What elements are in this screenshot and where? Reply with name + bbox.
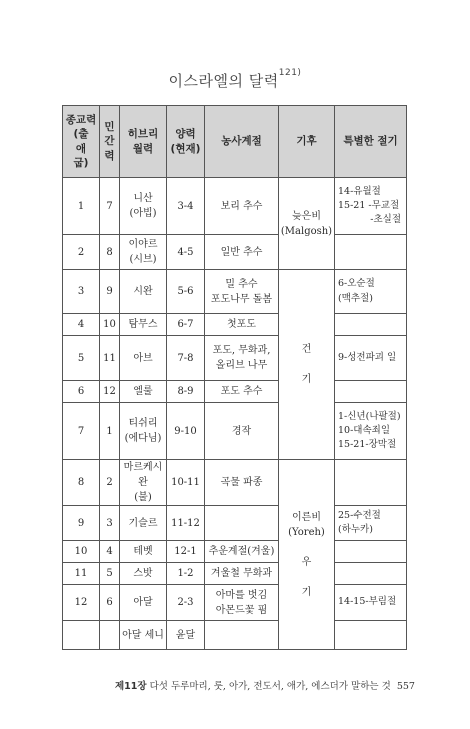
- header-hebrew: 히브리 월력: [120, 106, 167, 178]
- festival-cell: [335, 314, 407, 336]
- agri-season-cell: [205, 621, 279, 650]
- religious-month-cell: 5: [63, 336, 100, 381]
- table-row: [63, 270, 407, 314]
- solar-month-cell: 4-5: [167, 235, 205, 270]
- climate-dry-season: 건 기: [279, 270, 335, 460]
- agri-season-cell: 밀 추수 포도나무 돌봄: [205, 270, 279, 314]
- footnote-mark: 121): [278, 68, 302, 78]
- hebrew-month-cell: 아브: [120, 336, 167, 381]
- agri-season-cell: 곡물 파종: [205, 460, 279, 506]
- hebrew-month-cell: 기슬르: [120, 506, 167, 541]
- religious-month-cell: 6: [63, 381, 100, 403]
- civil-month-cell: 11: [100, 336, 120, 381]
- agri-season-cell: 첫포도: [205, 314, 279, 336]
- agri-season-cell: 경작: [205, 403, 279, 460]
- civil-month-cell: 6: [100, 585, 120, 621]
- solar-month-cell: 9-10: [167, 403, 205, 460]
- festival-line: 6-오순절: [338, 278, 375, 290]
- solar-month-cell: 2-3: [167, 585, 205, 621]
- festival-line: 9-성전파괴 일: [338, 351, 397, 363]
- calendar-table: [62, 105, 407, 650]
- festival-line: -초실절: [370, 214, 401, 226]
- hebrew-month-cell: 시완: [120, 270, 167, 314]
- festival-cell: [335, 506, 407, 541]
- agri-season-cell: [205, 506, 279, 541]
- religious-month-cell: 10: [63, 541, 100, 563]
- table-row: [63, 403, 407, 460]
- table-row: [63, 541, 407, 563]
- festival-cell: [335, 403, 407, 460]
- hebrew-month-cell: 테벳: [120, 541, 167, 563]
- festival-cell: [335, 381, 407, 403]
- solar-month-cell: 윤달: [167, 621, 205, 650]
- festival-cell: [335, 270, 407, 314]
- agri-season-cell: 포도 추수: [205, 381, 279, 403]
- table-row: [63, 314, 407, 336]
- religious-month-cell: 12: [63, 585, 100, 621]
- solar-month-cell: 10-11: [167, 460, 205, 506]
- header-climate: 기후: [279, 106, 335, 178]
- civil-month-cell: 1: [100, 403, 120, 460]
- civil-month-cell: 3: [100, 506, 120, 541]
- table-row: [63, 235, 407, 270]
- religious-month-cell: 7: [63, 403, 100, 460]
- festival-line: 10-대속죄일: [338, 424, 391, 436]
- hebrew-month-cell: 마르케시완 (불): [120, 460, 167, 506]
- civil-month-cell: 12: [100, 381, 120, 403]
- hebrew-month-cell: 아달: [120, 585, 167, 621]
- civil-month-cell: 9: [100, 270, 120, 314]
- festival-line: 15-21 -무교절: [338, 199, 400, 211]
- festival-line: 14-유월절: [338, 185, 381, 197]
- footer-page: 557: [396, 681, 415, 692]
- hebrew-month-cell: 탐무스: [120, 314, 167, 336]
- table-row: [63, 621, 407, 650]
- solar-month-cell: 8-9: [167, 381, 205, 403]
- climate-late-rain: 늦은비 (Malgosh): [279, 178, 335, 270]
- hebrew-month-cell: 엘룰: [120, 381, 167, 403]
- header-religious: 종교력 (출 애 굽): [63, 106, 100, 178]
- festival-cell: [335, 621, 407, 650]
- civil-month-cell: 4: [100, 541, 120, 563]
- festival-cell: [335, 563, 407, 585]
- civil-month-cell: [100, 621, 120, 650]
- festival-cell: [335, 585, 407, 621]
- civil-month-cell: 10: [100, 314, 120, 336]
- civil-month-cell: 5: [100, 563, 120, 585]
- festival-cell: [335, 460, 407, 506]
- solar-month-cell: 1-2: [167, 563, 205, 585]
- table-row: [63, 585, 407, 621]
- festival-cell: [335, 235, 407, 270]
- religious-month-cell: 8: [63, 460, 100, 506]
- festival-line: 15-21-장막절: [338, 439, 397, 451]
- religious-month-cell: 11: [63, 563, 100, 585]
- solar-month-cell: 12-1: [167, 541, 205, 563]
- festival-line: 25-수전절: [338, 509, 381, 521]
- religious-month-cell: 9: [63, 506, 100, 541]
- hebrew-month-cell: 이야르 (시브): [120, 235, 167, 270]
- hebrew-month-cell: 스밧: [120, 563, 167, 585]
- religious-month-cell: [63, 621, 100, 650]
- table-row: [63, 563, 407, 585]
- civil-month-cell: 7: [100, 178, 120, 235]
- religious-month-cell: 3: [63, 270, 100, 314]
- solar-month-cell: 5-6: [167, 270, 205, 314]
- page-title: [0, 70, 470, 91]
- agri-season-cell: 추운계절(겨울): [205, 541, 279, 563]
- climate-rainy-season: 이른비 (Yoreh) 우 기: [279, 460, 335, 650]
- solar-month-cell: 7-8: [167, 336, 205, 381]
- title-text: 이스라엘의 달력: [168, 72, 279, 90]
- header-row: [63, 106, 407, 178]
- hebrew-month-cell: 아달 세니: [120, 621, 167, 650]
- festival-line: 14-15-부림절: [338, 596, 397, 608]
- table-row: [63, 506, 407, 541]
- header-civil: 민 간 력: [100, 106, 120, 178]
- festival-line: (맥추절): [338, 292, 373, 304]
- festival-line: (하누카): [338, 524, 373, 535]
- religious-month-cell: 1: [63, 178, 100, 235]
- table-row: [63, 178, 407, 235]
- civil-month-cell: 2: [100, 460, 120, 506]
- solar-month-cell: 3-4: [167, 178, 205, 235]
- civil-month-cell: 8: [100, 235, 120, 270]
- table-row: [63, 381, 407, 403]
- solar-month-cell: 6-7: [167, 314, 205, 336]
- header-agri: 농사계절: [205, 106, 279, 178]
- religious-month-cell: 2: [63, 235, 100, 270]
- footer-chapter: 제11장: [115, 681, 147, 692]
- header-festival: 특별한 절기: [335, 106, 407, 178]
- hebrew-month-cell: 니산 (아빕): [120, 178, 167, 235]
- page-footer: [115, 678, 415, 692]
- hebrew-month-cell: 티쉬리 (에다님): [120, 403, 167, 460]
- header-solar: 양력 (현재): [167, 106, 205, 178]
- solar-month-cell: 11-12: [167, 506, 205, 541]
- festival-cell: [335, 541, 407, 563]
- agri-season-cell: 보리 추수: [205, 178, 279, 235]
- agri-season-cell: 일반 추수: [205, 235, 279, 270]
- festival-line: 1-신년(나팔절): [338, 410, 401, 422]
- festival-cell: [335, 178, 407, 235]
- table-row: [63, 460, 407, 506]
- agri-season-cell: 포도, 무화과, 올리브 나무: [205, 336, 279, 381]
- festival-cell: [335, 336, 407, 381]
- agri-season-cell: 아마를 벗김 아몬드꽃 핌: [205, 585, 279, 621]
- agri-season-cell: 겨울철 무화과: [205, 563, 279, 585]
- footer-text: 다섯 두루마리, 룻, 아가, 전도서, 애가, 에스더가 말하는 것: [149, 681, 391, 692]
- religious-month-cell: 4: [63, 314, 100, 336]
- table-row: [63, 336, 407, 381]
